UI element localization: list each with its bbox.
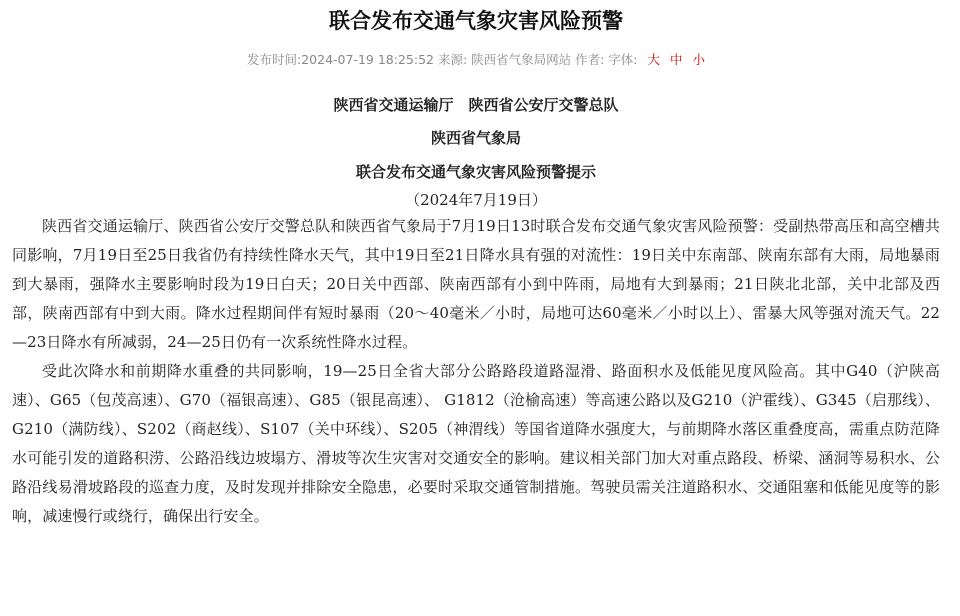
- body-paragraph: 受此次降水和前期降水重叠的共同影响，19—25日全省大部分公路路段道路湿滑、路面积水及低能见度风险高。其中G40（沪陕高速）、G65（包茂高速）、G70（福银高速）、G85（银昆高速）、 G1812（沧榆高速）等高速公路以及G210（沪霍线）、G345（启那线）、G210（满防线）、S202（商赵线）、S107（关中环线）、S205（神渭线）等国省道降水强度大，与前期降水落区重叠度高，需重点防范降水可能引发的道路积涝、公路沿线边坡塌方、滑坡等次生灾害对交通安全的影响。建议相关部门加大对重点路段、桥梁、涵洞等易积水、公路沿线易滑坡路段的巡查力度，及时发现并排除安全隐患，必要时采取交通管制措施。驾驶员需关注道路积水、交通阻塞和低能见度等的影响，减速慢行或绕行，确保出行安全。: [12, 362, 940, 525]
- notice-heading: 联合发布交通气象灾害风险预警提示: [355, 163, 596, 181]
- article-title: 联合发布交通气象灾害风险预警: [329, 9, 623, 33]
- body-paragraph: 陕西省交通运输厅、陕西省公安厅交警总队和陕西省气象局于7月19日13时联合发布交通气象灾害风险预警：受副热带高压和高空槽共同影响，7月19日至25日我省仍有持续性降水天气，其中19日至21日降水具有强的对流性：19日关中东南部、陕南东部有大雨，局地暴雨到大暴雨，强降水主要影响时段为19日白天；20日关中西部、陕南西部有小到中阵雨，局地有大到暴雨；21日陕北北部，关中北部及西部，陕南西部有中到大雨。降水过程期间伴有短时暴雨（20～40毫米／小时，局地可达60毫米／小时以上）、雷暴大风等强对流天气。22—23日降水有所减弱，24—25日仍有一次系统性降水过程。: [12, 217, 940, 351]
- issuer-heading-2: 陕西省气象局: [430, 129, 521, 147]
- font-size-small-link[interactable]: 小: [692, 52, 705, 67]
- font-size-large-link[interactable]: 大: [647, 52, 660, 67]
- meta-info: 发布时间:2024-07-19 18:25:52 来源: 陕西省气象局网站 作者: 字体:: [247, 52, 638, 67]
- font-size-medium-link[interactable]: 中: [669, 52, 683, 67]
- notice-date: （2024年7月19日）: [405, 191, 547, 209]
- issuer-heading: 陕西省交通运输厅 陕西省公安厅交警总队: [333, 96, 619, 114]
- article-meta: [12, 50, 940, 70]
